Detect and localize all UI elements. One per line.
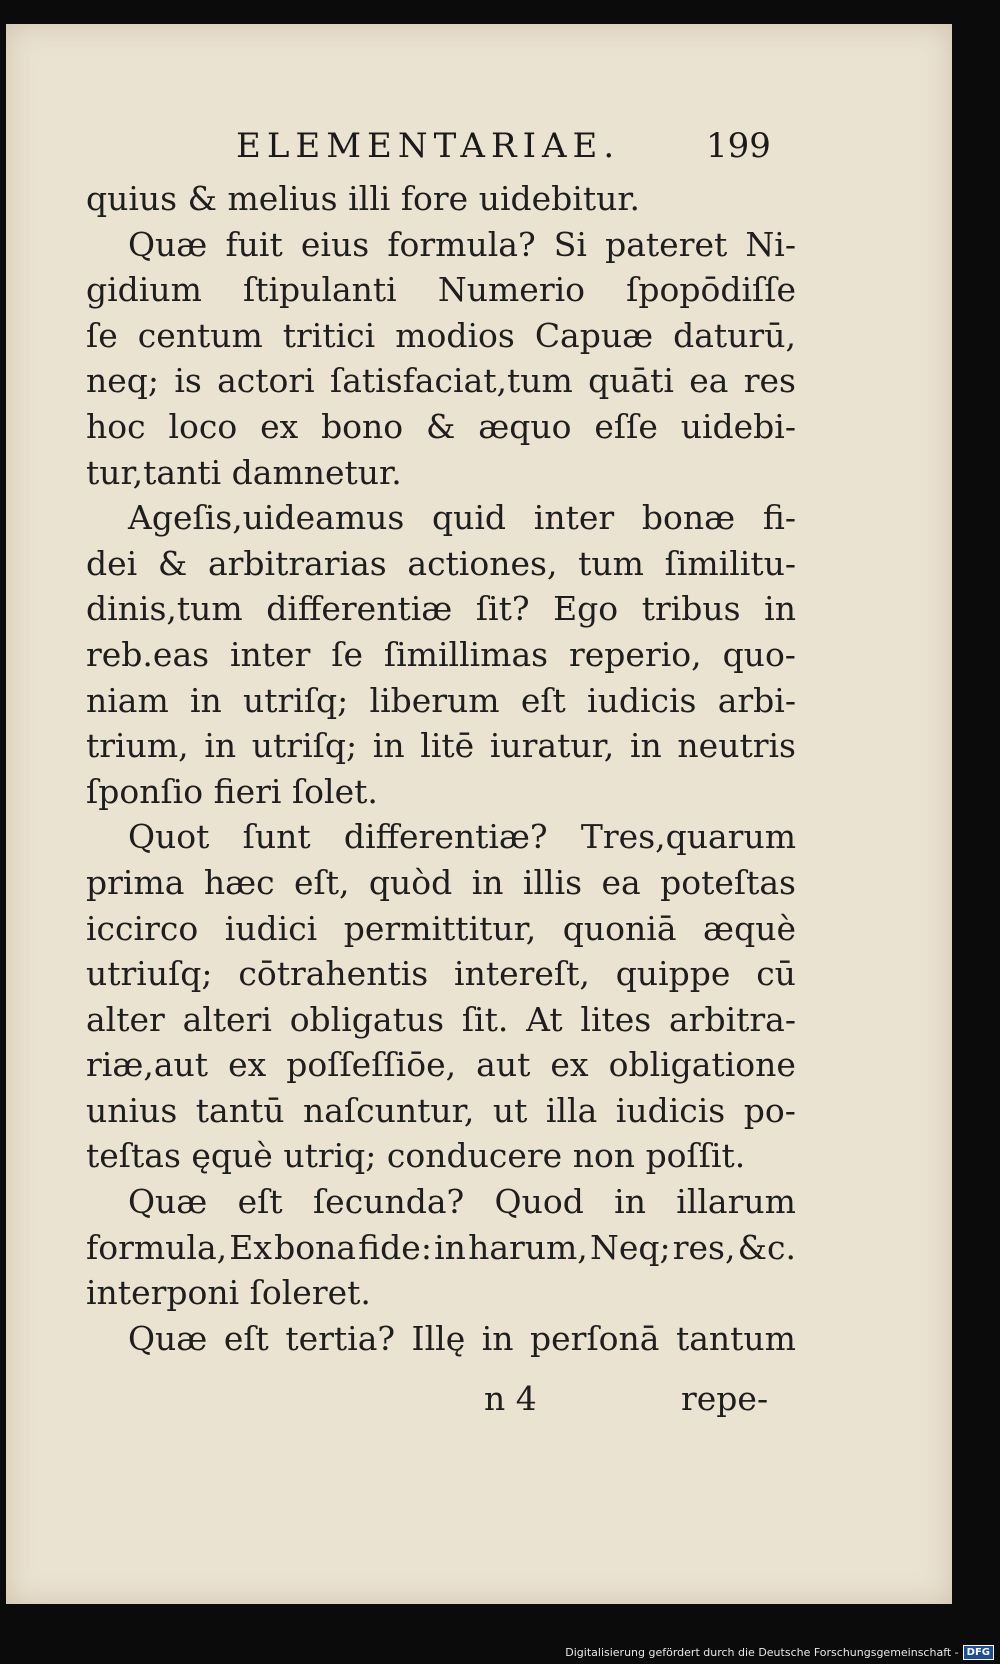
word: Quæ — [128, 1182, 208, 1222]
word: tribus — [641, 589, 741, 629]
word: illarum — [676, 1182, 796, 1222]
word: trium, — [86, 726, 189, 766]
word: inter — [533, 498, 615, 538]
text-line — [86, 404, 796, 450]
word: neutris — [677, 726, 796, 766]
word: quippe — [615, 954, 731, 994]
word: res, — [672, 1227, 736, 1267]
word: utriſq; — [243, 680, 349, 720]
word: uidebitur. — [478, 179, 641, 218]
signature-mark: n 4 — [484, 1379, 537, 1418]
book-page — [6, 24, 952, 1604]
word: eſt — [520, 680, 566, 720]
word: bona — [274, 1227, 357, 1267]
word: non — [572, 1136, 646, 1176]
word: bonæ — [641, 498, 736, 538]
word: alter — [86, 999, 165, 1039]
word: harum, — [468, 1227, 588, 1267]
word: ſit? — [475, 589, 530, 629]
word: Capuæ — [534, 315, 654, 355]
word: quius — [86, 179, 188, 218]
text-line — [86, 541, 796, 587]
word: ſimilitu- — [664, 543, 796, 583]
word: arbitra- — [669, 999, 796, 1039]
word: ſoleret. — [249, 1273, 371, 1313]
word: Illę — [411, 1318, 466, 1358]
word: ſpopōdiſſe — [626, 270, 796, 310]
running-head: ELEMENTARIAE. — [236, 126, 621, 166]
word: eſt, — [294, 862, 350, 902]
word: prima — [86, 862, 185, 902]
text-line — [86, 1042, 796, 1088]
word: neq; — [86, 361, 160, 401]
text-line — [86, 1316, 796, 1362]
word: perſonā — [530, 1318, 660, 1358]
word: loco — [168, 406, 238, 446]
word: in — [434, 1227, 466, 1267]
word: in — [481, 1318, 514, 1358]
word: cū — [756, 954, 796, 994]
word: in — [614, 1182, 646, 1222]
word: Numerio — [437, 270, 586, 310]
text-line — [86, 450, 796, 496]
word: eſt — [237, 1182, 283, 1222]
word: reb.eas — [86, 634, 210, 674]
word: ea — [689, 361, 729, 401]
text-line — [86, 860, 796, 906]
word: quid — [432, 498, 507, 538]
word: iuratur, — [489, 726, 615, 766]
word: arbi- — [717, 680, 796, 720]
word: dei — [86, 543, 138, 583]
word: liberum — [369, 680, 500, 720]
word: in — [189, 680, 222, 720]
word: in — [764, 589, 796, 629]
word: &c. — [737, 1227, 796, 1267]
word: is — [174, 361, 202, 401]
word: differentiæ? — [343, 817, 548, 857]
word: hoc — [86, 406, 146, 446]
word: Ex — [229, 1227, 272, 1267]
word: ſit. — [461, 999, 509, 1039]
text-line — [86, 495, 796, 541]
word: ex — [228, 1045, 267, 1085]
word: alteri — [182, 999, 272, 1039]
word: ſatisfaciat,tum — [330, 361, 573, 401]
word: modios — [395, 315, 515, 355]
word: ſe — [86, 315, 118, 355]
word: eſſe — [594, 406, 658, 446]
dfg-logo-icon: DFG — [963, 1645, 994, 1660]
catchword: repe- — [681, 1379, 769, 1418]
word: actori — [217, 361, 315, 401]
word: gidium — [86, 270, 202, 310]
word: tur,tanti — [86, 452, 232, 492]
word: Ni- — [745, 224, 796, 264]
word: teſtas — [86, 1136, 192, 1176]
word: hæc — [203, 862, 275, 902]
word: Ego — [553, 589, 619, 629]
word: tantum — [675, 1318, 796, 1358]
text-line — [86, 1179, 796, 1225]
word: differentiæ — [266, 589, 453, 629]
text-line — [86, 723, 796, 769]
word: iudicis — [615, 1090, 726, 1130]
word: permittitur, — [343, 908, 537, 948]
word: litē — [420, 726, 475, 766]
text-line — [86, 1225, 796, 1271]
word: ſe — [331, 634, 363, 674]
word: Ageſis,uideamus — [128, 498, 405, 538]
word: & — [157, 543, 188, 583]
word: po- — [743, 1090, 796, 1130]
word: poſſit. — [645, 1136, 746, 1176]
word: cōtrahentis — [238, 954, 429, 994]
word: unius — [86, 1090, 178, 1130]
word: Neq; — [589, 1227, 671, 1267]
text-line — [86, 997, 796, 1043]
text-line — [86, 1088, 796, 1134]
word: æquo — [478, 406, 572, 446]
footer-credit: Digitalisierung gefördert durch die Deutsche Forschungsgemeinschaft - — [565, 1646, 959, 1659]
word: poteſtas — [660, 862, 796, 902]
word: Quæ — [128, 1318, 208, 1358]
word: fieri — [213, 771, 292, 811]
text-line — [86, 632, 796, 678]
word: ſecunda? — [312, 1182, 465, 1222]
word: æquè — [703, 908, 796, 948]
word: intereſt, — [454, 954, 590, 994]
word: quoniā — [562, 908, 677, 948]
word: centum — [137, 315, 263, 355]
word: ſunt — [242, 817, 311, 857]
word: conducere — [386, 1136, 573, 1176]
word: utriq; — [283, 1136, 387, 1176]
word: iudicis — [587, 680, 697, 720]
word: quo- — [722, 634, 796, 674]
word: illi — [348, 179, 401, 218]
word: interponi — [86, 1273, 250, 1313]
word: Quot — [128, 817, 210, 857]
word: formula, — [86, 1227, 228, 1267]
word: & — [426, 406, 456, 446]
text-line — [86, 1270, 796, 1316]
word: fuit — [225, 224, 283, 264]
word: in — [204, 726, 237, 766]
word: ſolet. — [291, 771, 378, 811]
word: ut — [492, 1090, 528, 1130]
word: bono — [321, 406, 404, 446]
text-line — [86, 358, 796, 404]
word: quòd — [368, 862, 453, 902]
word: Quæ — [128, 224, 208, 264]
word: utriuſq; — [86, 954, 213, 994]
word: tertia? — [285, 1318, 396, 1358]
word: illis — [522, 862, 583, 902]
word: fi- — [762, 498, 796, 538]
word: eius — [300, 224, 370, 264]
digitization-footer — [565, 1645, 994, 1660]
word: Si — [553, 224, 587, 264]
text-line — [86, 586, 796, 632]
page-number: 199 — [706, 126, 771, 166]
word: fore — [400, 179, 479, 218]
word: ſtipulanti — [243, 270, 397, 310]
word: obligatione — [608, 1045, 796, 1085]
word: utriſq; — [251, 726, 358, 766]
text-line — [86, 951, 796, 997]
word: inter — [229, 634, 311, 674]
word: aut — [476, 1045, 531, 1085]
word: daturū, — [673, 315, 796, 355]
word: Quod — [494, 1182, 584, 1222]
word: fide: — [358, 1227, 432, 1267]
word: ea — [601, 862, 641, 902]
text-line — [86, 678, 796, 724]
word: iudici — [224, 908, 318, 948]
word: reperio, — [569, 634, 702, 674]
word: tantū — [195, 1090, 285, 1130]
text-line — [86, 222, 796, 268]
word: in — [629, 726, 662, 766]
text-line — [86, 1133, 796, 1179]
word: tritici — [282, 315, 376, 355]
word: actiones, — [407, 543, 558, 583]
word: in — [372, 726, 405, 766]
text-line — [86, 313, 796, 359]
text-line — [86, 267, 796, 313]
word: lites — [580, 999, 652, 1039]
word: ex — [550, 1045, 589, 1085]
word: melius — [227, 179, 349, 218]
word: naſcuntur, — [303, 1090, 475, 1130]
word: Tres,quarum — [580, 817, 796, 857]
word: niam — [86, 680, 169, 720]
text-line — [86, 769, 796, 815]
word: ex — [260, 406, 299, 446]
word: & — [187, 179, 228, 218]
word: pateret — [605, 224, 728, 264]
word: iccirco — [86, 908, 199, 948]
text-block — [86, 176, 796, 1361]
word: dinis,tum — [86, 589, 243, 629]
word: uidebi- — [680, 406, 796, 446]
word: illa — [545, 1090, 598, 1130]
word: ęquè — [191, 1136, 284, 1176]
text-line — [86, 176, 796, 222]
word: in — [471, 862, 504, 902]
word: formula? — [387, 224, 536, 264]
word: poſſeſſiōe, — [286, 1045, 457, 1085]
word: arbitrarias — [207, 543, 387, 583]
word: obligatus — [289, 999, 445, 1039]
word: ſponſio — [86, 771, 214, 811]
word: res — [743, 361, 796, 401]
text-line — [86, 814, 796, 860]
word: At — [526, 999, 563, 1039]
word: eſt — [223, 1318, 269, 1358]
text-line — [86, 906, 796, 952]
word: riæ,aut — [86, 1045, 209, 1085]
word: quāti — [588, 361, 674, 401]
word: tum — [578, 543, 644, 583]
word: ſimillimas — [383, 634, 549, 674]
word: damnetur. — [231, 452, 402, 492]
